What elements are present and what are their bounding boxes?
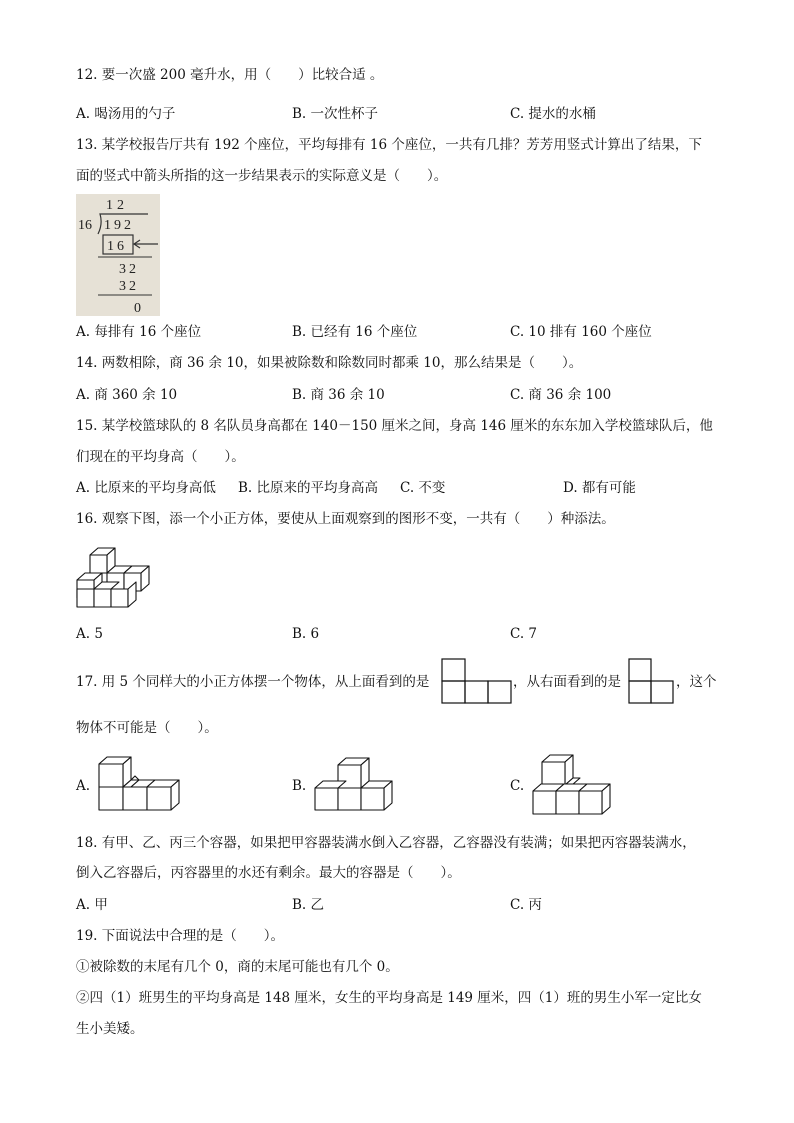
q14-option-a: A. 商 360 余 10 [76, 387, 178, 403]
q12-option-c: C. 提水的水桶 [510, 106, 596, 122]
q19-stem: 19. 下面说法中合理的是（ ）。 [76, 928, 285, 944]
q18-stem-line1: 18. 有甲、乙、丙三个容器，如果把甲容器装满水倒入乙容器，乙容器没有装满；如果把丙容器装满水， [76, 835, 696, 851]
q18-option-c: C. 丙 [510, 897, 542, 913]
q17-option-a: A. [76, 778, 91, 794]
top-view-figure [441, 658, 513, 704]
q14-stem: 14. 两数相除，商 36 余 10，如果被除数和除数同时都乘 10，那么结果是（ ）。 [76, 355, 583, 371]
q15-option-d: D. 都有可能 [563, 480, 636, 496]
q12-option-b: B. 一次性杯子 [292, 106, 379, 122]
q15-option-a: A. 比原来的平均身高低 [76, 480, 216, 496]
q19-item1: ①被除数的末尾有几个 0，商的末尾可能也有几个 0。 [76, 959, 399, 975]
division-divisor: 16 [78, 218, 92, 233]
division-step3: 32 [119, 279, 139, 294]
q16-option-b: B. 6 [292, 626, 320, 642]
q17-option-b: B. [292, 778, 307, 794]
q18-stem-line2: 倒入乙容器后，丙容器里的水还有剩余。最大的容器是（ ）。 [76, 865, 461, 881]
q17-stem-part3: ，这个 [676, 674, 717, 690]
q17-option-c: C. [510, 778, 525, 794]
q13-option-b: B. 已经有 16 个座位 [292, 324, 418, 340]
q13-stem-line2: 面的竖式中箭头所指的这一步结果表示的实际意义是（ ）。 [76, 168, 448, 184]
q17-option-a-figure [97, 756, 187, 814]
q15-stem-line1: 15. 某学校篮球队的 8 名队员身高都在 140－150 厘米之间，身高 146 厘米的东东加入学校篮球队后，他 [76, 418, 713, 434]
q14-option-c: C. 商 36 余 100 [510, 387, 612, 403]
q17-stem-line2: 物体不可能是（ ）。 [76, 720, 218, 736]
q17-stem-part1: 17. 用 5 个同样大的小正方体摆一个物体，从上面看到的是 [76, 674, 430, 690]
q16-stem: 16. 观察下图，添一个小正方体，要使从上面观察到的图形不变，一共有（ ）种添法。 [76, 511, 615, 527]
q17-stem-part2: ，从右面看到的是 [513, 674, 621, 690]
q13-stem-line1: 13. 某学校报告厅共有 192 个座位，平均每排有 16 个座位，一共有几排？芳芳用竖式计算出了结果，下 [76, 137, 702, 153]
q13-option-c: C. 10 排有 160 个座位 [510, 324, 652, 340]
division-quotient: 12 [106, 198, 128, 213]
right-view-figure [628, 658, 674, 704]
q15-option-c: C. 不变 [400, 480, 446, 496]
q18-option-a: A. 甲 [76, 897, 108, 913]
q16-option-a: A. 5 [76, 626, 103, 642]
q19-item2-line1: ②四（1）班男生的平均身高是 148 厘米，女生的平均身高是 149 厘米，四（1）班的男生小军一定比女 [76, 990, 702, 1006]
long-division-photo [76, 194, 160, 316]
q14-option-b: B. 商 36 余 10 [292, 387, 385, 403]
division-step1: 16 [107, 239, 127, 254]
division-step2: 32 [119, 262, 139, 277]
q13-option-a: A. 每排有 16 个座位 [76, 324, 202, 340]
q15-option-b: B. 比原来的平均身高高 [238, 480, 379, 496]
q19-item2-line2: 生小美矮。 [76, 1021, 144, 1037]
q15-stem-line2: 们现在的平均身高（ ）。 [76, 449, 245, 465]
q12-option-a: A. 喝汤用的勺子 [76, 106, 176, 122]
division-remainder: 0 [134, 301, 141, 316]
q16-cube-figure [76, 545, 152, 609]
q18-option-b: B. 乙 [292, 897, 325, 913]
q17-option-b-figure [314, 757, 400, 813]
q12-stem: 12. 要一次盛 200 毫升水，用（ ）比较合适 。 [76, 67, 384, 83]
q16-option-c: C. 7 [510, 626, 538, 642]
q17-option-c-figure [532, 754, 618, 816]
division-dividend: 192 [104, 218, 134, 233]
